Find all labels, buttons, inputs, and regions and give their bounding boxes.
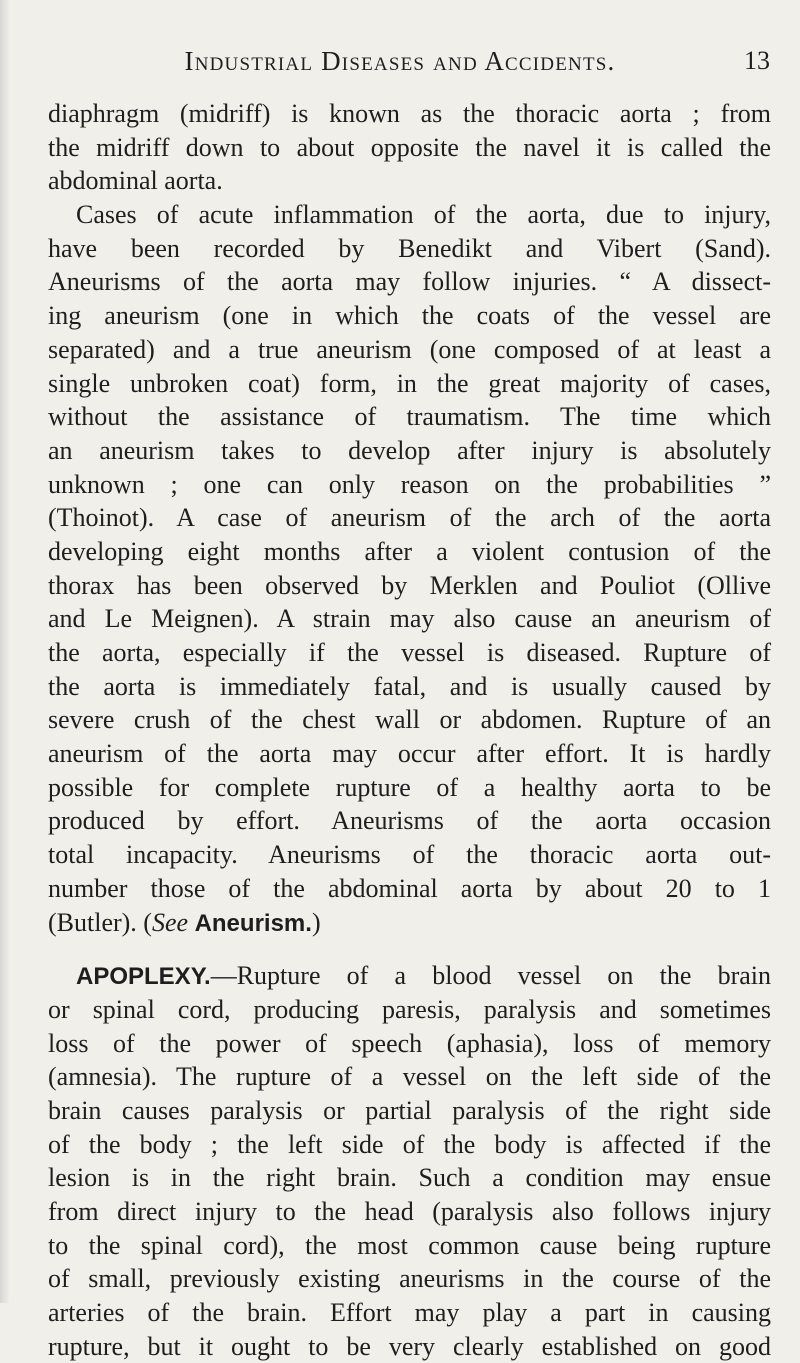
text-line: the midriff down to about opposite the navel it is called the [48,132,771,162]
entry-headword: APOPLEXY. [76,963,211,991]
cross-reference-term: Aneurism. [194,909,312,937]
text-line: arteries of the brain. Effort may play a part in causing [48,1298,771,1328]
text-line: separated) and a true aneurism (one composed of at least a [48,334,771,364]
text-line: lesion is in the right brain. Such a condition may ensue [48,1163,771,1193]
text-line: diaphragm (midriff) is known as the thoracic aorta ; from [48,99,771,128]
text-line: developing eight months after a violent contusion of the [48,536,771,566]
text-line: the aorta is immediately fatal, and is usually caused by [48,671,771,701]
text-line: severe crush of the chest wall or abdomen. Rupture of an [48,705,771,735]
text-line: of small, previously existing aneurisms in the course of the [48,1264,771,1294]
text-line: without the assistance of traumatism. The time which [48,402,771,432]
text-line: and Le Meignen). A strain may also cause an aneurism of [48,604,771,634]
text-line: produced by effort. Aneurisms of the aorta occasion [48,806,771,836]
text-line: total incapacity. Aneurisms of the thoracic aorta out- [48,840,771,870]
running-title: Industrial Diseases and Accidents. [184,46,616,76]
text-line: to the spinal cord), the most common cause being rupture [48,1230,771,1260]
entry-spacing [48,939,771,959]
text-line: aneurism of the aorta may occur after effort. It is hardly [48,739,771,769]
last-line-prefix: (Butler). ( [48,907,152,937]
text-line: loss of the power of speech (aphasia), loss of memory [48,1028,771,1058]
text-line: ing aneurism (one in which the coats of the vessel are [48,301,771,331]
text-line: Cases of acute inflammation of the aorta, due to injury, [76,200,771,230]
entry-first-line [48,959,771,993]
text-line: have been recorded by Benedikt and Vibert (Sand). [48,233,771,263]
text-line: abdominal aorta. [48,166,223,196]
text-line: unknown ; one can only reason on the probabilities ” [48,469,771,499]
text-line: the aorta, especially if the vessel is diseased. Rupture of [48,638,771,667]
text-line: thorax has been observed by Merklen and Pouliot (Ollive [48,570,771,600]
text-line: (amnesia). The rupture of a vessel on the left side of the [48,1062,771,1092]
see-label: See [151,907,189,937]
text-line: or spinal cord, producing paresis, paralysis and sometimes [48,994,771,1024]
text-line: Aneurisms of the aorta may follow injuries. “ A dissect- [48,267,771,297]
last-line-suffix: ) [311,907,321,937]
text-line: possible for complete rupture of a healthy aorta to be [48,772,771,802]
body-text [48,97,771,1363]
text-line-cross-reference [48,906,771,940]
entry-first-line-text: —Rupture of a blood vessel on the brain [210,961,771,991]
text-line: of the body ; the left side of the body is affected if the [48,1129,771,1159]
text-line: number those of the abdominal aorta by about 20 to 1 [48,873,771,903]
text-line: single unbroken coat) form, in the great majority of cases, [48,368,771,398]
page-gutter-shadow [0,0,10,1303]
page-number: 13 [744,46,770,75]
text-line: brain causes paralysis or partial paralysis of the right side [48,1095,771,1125]
text-line: (Thoinot). A case of aneurism of the arch of the aorta [48,503,771,533]
running-head [0,38,800,82]
text-line: an aneurism takes to develop after injury is absolutely [48,435,771,465]
text-line: rupture, but it ought to be very clearly established on good [48,1331,771,1361]
text-line: from direct injury to the head (paralysis also follows injury [48,1197,771,1226]
